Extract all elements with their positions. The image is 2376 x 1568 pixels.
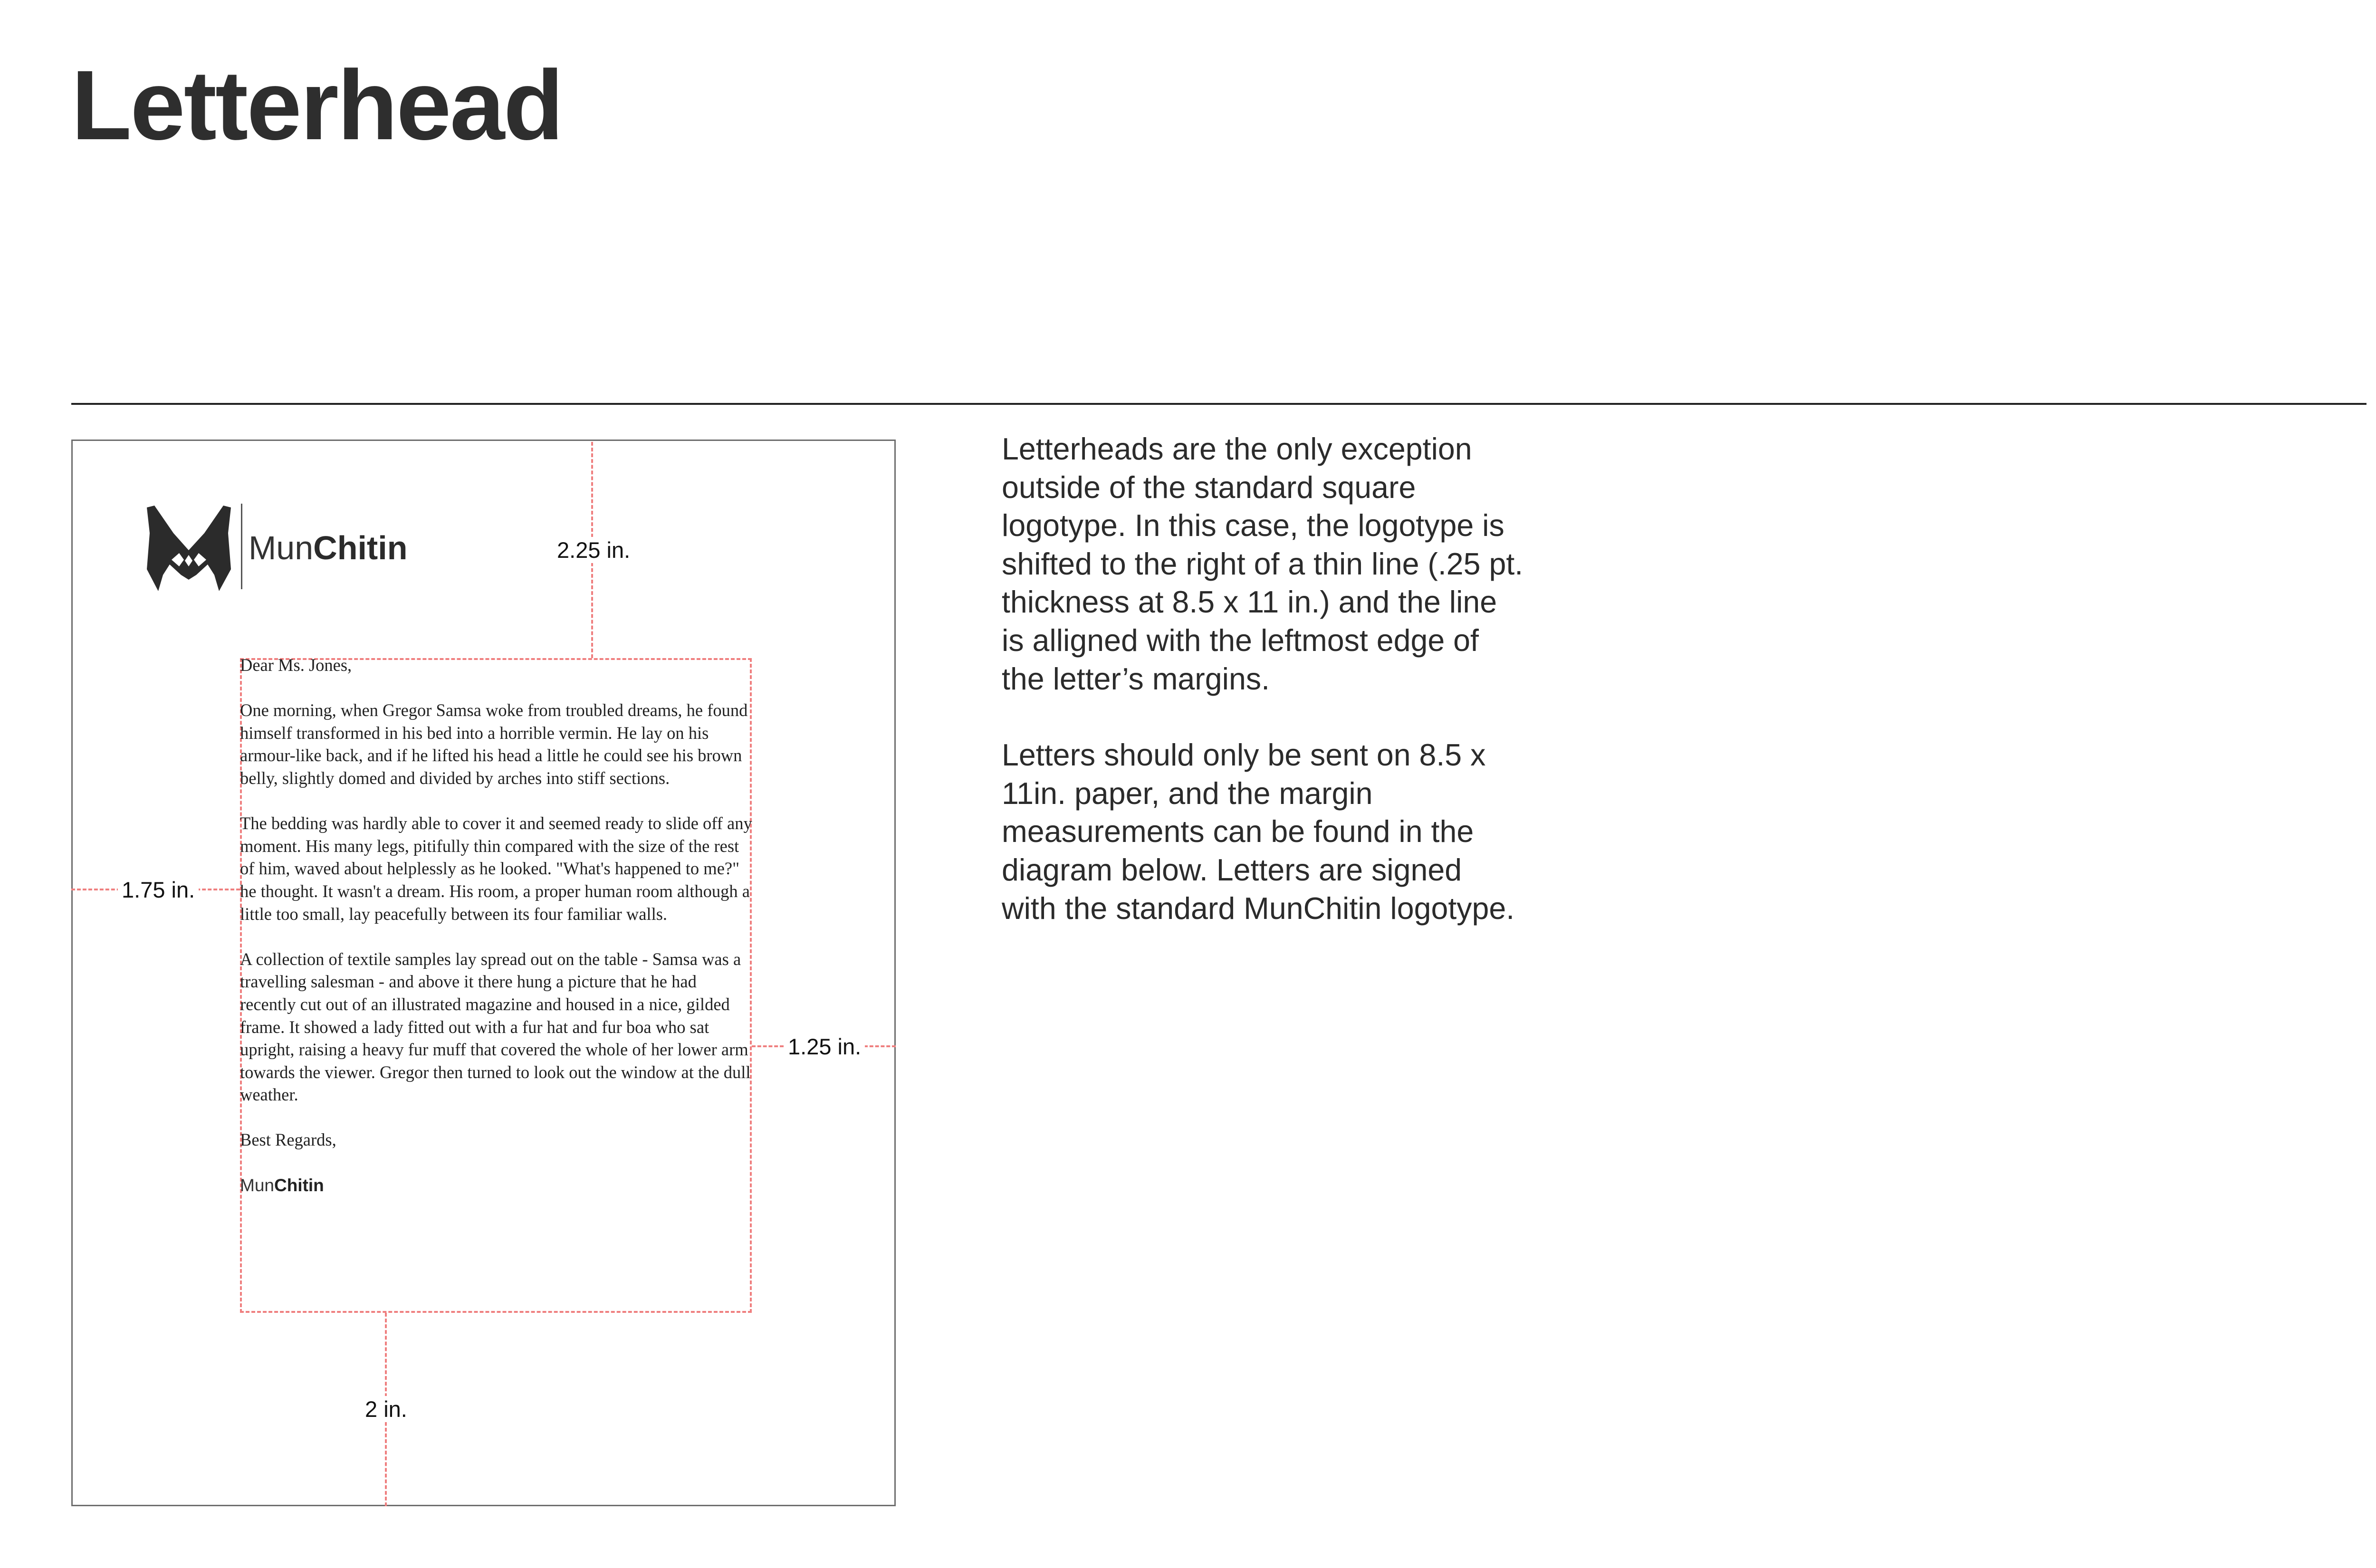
logo-word-bold: Chitin — [313, 529, 408, 566]
signature-light: Mun — [240, 1175, 274, 1195]
header-divider — [71, 403, 2366, 405]
letter-paragraph: One morning, when Gregor Samsa woke from troubled dreams, he found himself transformed in his bed into a horrible vermin. He lay on his armour-like back, and if he lifted his head a little he could see his brown belly, slightly domed and divided by arches into stiff sections. — [240, 700, 748, 788]
logo-wordmark — [249, 529, 407, 567]
left-margin-label: 1.75 in. — [118, 877, 199, 903]
description-text — [1002, 430, 1524, 966]
page-title: Letterhead — [71, 50, 563, 161]
description-paragraph: Letters should only be sent on 8.5 x 11in. paper, and the margin measurements can be found in the diagram below. Letters are signed with the standard MunChitin logotype. — [1002, 738, 1515, 926]
letter-signature — [240, 1174, 753, 1197]
signature-bold: Chitin — [274, 1175, 324, 1195]
right-margin-label: 1.25 in. — [784, 1033, 865, 1060]
letter-body — [240, 654, 753, 1219]
letter-paragraph: A collection of textile samples lay spread out on the table - Samsa was a travelling salesman - and above it there hung a picture that he had recently cut out of an illustrated magazine and housed in a nice, gilded frame. It showed a lady fitted out with a fur hat and fur boa who sat upright, raising a heavy fur muff that covered the whole of her lower arm towards the viewer. Gregor then turned to look out the window at the dull weather. — [240, 949, 751, 1105]
logo-word-light: Mun — [249, 529, 314, 566]
bottom-margin-label: 2 in. — [362, 1396, 410, 1422]
letter-paragraph: The bedding was hardly able to cover it and seemed ready to slide off any moment. His many legs, pitifully thin compared with the size of the rest of him, waved about helplessly as he looked. "What's happened to me?" he thought. It wasn't a dream. His room, a proper human room although a little too small, lay peacefully between its four familiar walls. — [240, 813, 752, 924]
munchitin-m-logo-icon — [145, 504, 233, 592]
letter-greeting: Dear Ms. Jones, — [240, 655, 352, 675]
logo-divider-line — [241, 504, 242, 589]
letter-closing: Best Regards, — [240, 1130, 336, 1150]
top-margin-label: 2.25 in. — [554, 537, 633, 563]
description-paragraph: Letterheads are the only exception outside of the standard square logotype. In this case, the logotype is shifted to the right of a thin line (.25 pt. thickness at 8.5 x 11 in.) and the line is alligned with the leftmost edge of the letter’s margins. — [1002, 432, 1523, 696]
